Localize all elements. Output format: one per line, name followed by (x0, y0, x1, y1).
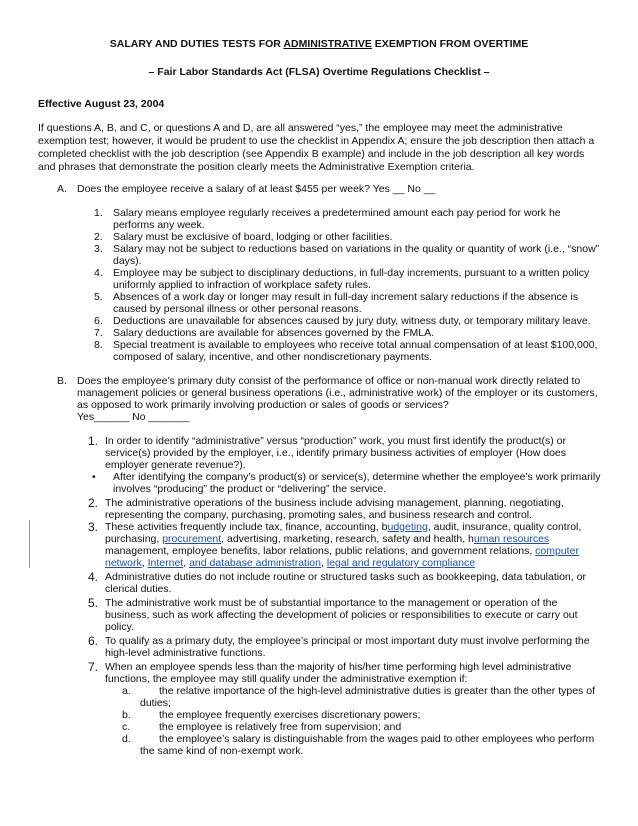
list-item: Salary means employee regularly receives a predetermined amount each pay period for work he (113, 207, 561, 219)
list-number: 2. (88, 496, 99, 510)
list-item: high-level administrative functions. (105, 647, 266, 659)
title-underlined: ADMINISTRATIVE (283, 38, 372, 50)
list-item: functions, the employee may still qualify under the administrative exemption if: (105, 673, 468, 685)
budgeting-link[interactable]: udgeting (387, 521, 428, 533)
sub-item: the same kind of non-exempt work. (140, 745, 304, 757)
list-item: caused by personal illness or other personal reasons. (113, 303, 362, 315)
section-b-marker: B. (57, 375, 67, 387)
list-item: service(s) provided by the employer, i.e., identify primary business activities of employer (How does (105, 447, 567, 459)
list-item: Absences of a work day or longer may result in full-day increment salary reductions if the absence is (113, 291, 579, 303)
list-number: 8. (94, 339, 103, 351)
text-run: , audit, insurance, quality control, (427, 521, 582, 533)
list-number: 3. (94, 243, 103, 255)
list-number: 5. (88, 596, 99, 610)
text-run: purchasing, (105, 533, 163, 545)
page-subtitle: – Fair Labor Standards Act (FLSA) Overtime Regulations Checklist – (148, 66, 490, 78)
section-a-marker: A. (57, 183, 67, 195)
intro-line: completed checklist with the job description (see Appendix B example) and include in the job description all key words (38, 148, 585, 160)
sub-letter: a. (122, 685, 131, 697)
list-number: 4. (94, 267, 103, 279)
effective-date: Effective August 23, 2004 (38, 98, 165, 110)
intro-line: and phrases that demonstrate the position clearly meets the Administrative Exemption criteria. (38, 161, 475, 173)
intro-line: exemption test; however, it would be prudent to use the checklist in Appendix A; ensure the job description then attach a (38, 135, 595, 147)
title-text-end: EXEMPTION FROM OVERTIME (371, 38, 529, 50)
list-number: 6. (88, 634, 99, 648)
change-bar (29, 520, 30, 568)
text-run: , (320, 557, 327, 569)
list-item: clerical duties. (105, 583, 172, 595)
text-run: These activities frequently include tax, finance, accounting, b (105, 521, 388, 533)
list-item: days). (113, 255, 142, 267)
list-item: Administrative duties do not include routine or structured tasks such as bookkeeping, data tabulation, or (105, 571, 586, 583)
database-administration-link[interactable]: and database administration (189, 557, 321, 569)
sub-item: the employee’s salary is distinguishable from the wages paid to other employees who perform (159, 733, 595, 745)
sub-item: the employee frequently exercises discretionary powers; (159, 709, 421, 721)
procurement-link[interactable]: procurement (162, 533, 222, 545)
list-number: 1. (88, 434, 99, 448)
text-run: , advertising, marketing, research, safety and health, h (221, 533, 474, 545)
list-item: In order to identify “administrative” versus “production” work, you must first identify the product(s) or (105, 435, 567, 447)
list-item: involves “producing” the product or “delivering” the service. (113, 483, 387, 495)
list-number: 7. (94, 327, 103, 339)
sub-item: duties; (140, 697, 171, 709)
page-title (0, 38, 638, 51)
list-item: To qualify as a primary duty, the employee’s principal or most important duty must involve performing the (105, 635, 590, 647)
list-number: 2. (94, 231, 103, 243)
list-item: policy. (105, 621, 134, 633)
list-item: Salary must be exclusive of board, lodging or other facilities. (113, 231, 393, 243)
bullet-icon: • (92, 471, 96, 483)
list-number: 6. (94, 315, 103, 327)
internet-link[interactable]: Internet (147, 557, 184, 569)
text-run: , (141, 557, 148, 569)
list-item: employer generate revenue?). (105, 459, 246, 471)
section-b-question: as opposed to work primarily involving production or sales of goods or services? (77, 399, 449, 411)
list-item: The administrative work must be of substantial importance to the management or operation of the (105, 597, 558, 609)
list-item: Special treatment is available to employees who receive total annual compensation of at least $100,000, (113, 339, 598, 351)
list-item: The administrative operations of the business include advising management, planning, negotiating, (105, 497, 564, 509)
list-item (105, 557, 475, 570)
list-item: Salary may not be subject to reductions based on variations in the quality or quantity of work (i.e., “snow” (113, 243, 600, 255)
list-item: performs any week. (113, 219, 205, 231)
sub-item: the relative importance of the high-level administrative duties is greater than the other types of (159, 685, 595, 697)
sub-item: the employee is relatively free from supervision; and (159, 721, 402, 733)
list-number: 5. (94, 291, 103, 303)
list-item: representing the company, purchasing, promoting sales, and business research and control. (105, 509, 533, 521)
sub-letter: c. (122, 721, 131, 733)
list-item: Salary deductions are available for absences governed by the FMLA. (113, 327, 435, 339)
list-item: uniformly applied to infraction of workplace safety rules. (113, 279, 371, 291)
list-number: 1. (94, 207, 103, 219)
legal-compliance-link[interactable]: legal and regulatory compliance (326, 557, 476, 569)
computer-network-link[interactable]: computer (535, 545, 579, 557)
list-number: 3. (88, 520, 99, 534)
list-number: 7. (88, 660, 99, 674)
text-run: , (183, 557, 190, 569)
list-item: After identifying the company’s product(s) or service(s), determine whether the employee’s work primarily (113, 471, 601, 483)
section-b-question: management policies or general business operations (i.e., administrative work) of the employer or its customers, (77, 387, 598, 399)
list-item: business, such as work affecting the development of policies or responsibilities to execute or carry out (105, 609, 578, 621)
title-text: SALARY AND DUTIES TESTS FOR (109, 38, 284, 50)
list-item: When an employee spends less than the majority of his/her time performing high level administrative (105, 661, 572, 673)
section-a-question: Does the employee receive a salary of at least $455 per week? Yes __ No __ (77, 183, 436, 195)
list-item: composed of salary, incentive, and other nondiscretionary payments. (113, 351, 433, 363)
section-b-question: Does the employee’s primary duty consist of the performance of office or non-manual work directly related to (77, 375, 581, 387)
human-resources-link[interactable]: uman resources (473, 533, 550, 545)
section-b-answer: Yes______ No _______ (77, 411, 190, 423)
list-item: Employee may be subject to disciplinary deductions, in full-day increments, pursuant to a written policy (113, 267, 590, 279)
sub-letter: d. (122, 733, 131, 745)
intro-line: If questions A, B, and C, or questions A and D, are all answered “yes,” the employee may meet the administrative (38, 122, 563, 134)
list-item: Deductions are unavailable for absences caused by jury duty, witness duty, or temporary military leave. (113, 315, 591, 327)
text-run: management, employee benefits, labor relations, public relations, and government relations, (105, 545, 536, 557)
network-link[interactable]: network (105, 557, 142, 569)
list-number: 4. (88, 570, 99, 584)
sub-letter: b. (122, 709, 131, 721)
